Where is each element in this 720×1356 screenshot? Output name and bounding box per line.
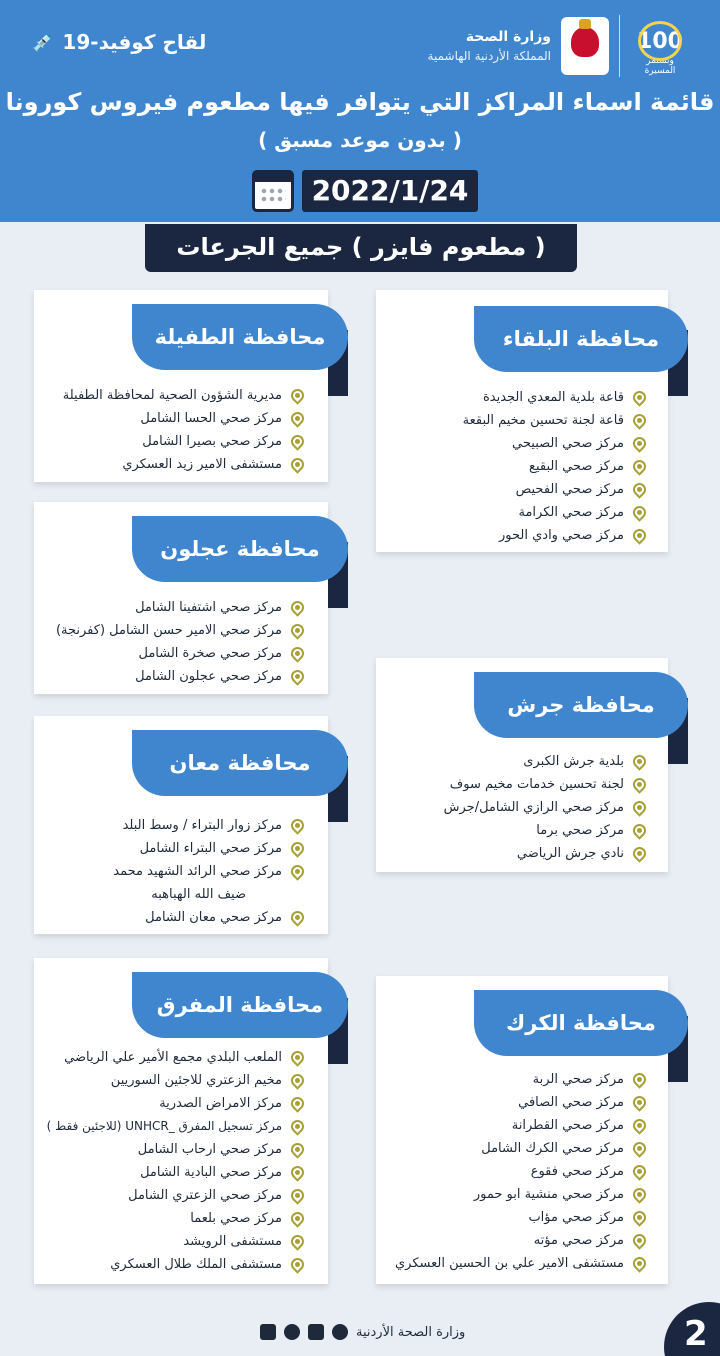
jordan-crest-icon (561, 17, 609, 75)
location-pin-icon (288, 1232, 306, 1250)
list-item: مركز صحي الزعتري الشامل (47, 1184, 304, 1207)
list-balqa (463, 386, 646, 547)
location-pin-icon (288, 432, 306, 450)
kingdom-name: المملكة الأردنية الهاشمية (427, 49, 551, 63)
list-item: قاعة لجنة تحسين مخيم البقعة (463, 409, 646, 432)
list-item: مستشفى الملك طلال العسكري (47, 1253, 304, 1276)
list-jerash (444, 750, 646, 865)
logo-group (428, 10, 690, 82)
location-pin-icon (288, 621, 306, 639)
vaccine-type-tag: ( مطعوم فايزر ) جميع الجرعات (145, 224, 577, 272)
location-pin-icon (630, 1116, 648, 1134)
location-pin-icon (288, 908, 306, 926)
list-item: الملعب البلدي مجمع الأمير علي الرياضي (47, 1046, 304, 1069)
location-pin-icon (288, 1048, 306, 1066)
location-pin-icon (630, 480, 648, 498)
list-item: مركز صحي البقيع (463, 455, 646, 478)
card-balqa (376, 290, 668, 552)
list-item: مركز زوار البتراء / وسط البلد (113, 814, 304, 837)
date-badge: 2022/1/24 (302, 170, 478, 212)
governorate-title-ajloun: محافظة عجلون (132, 516, 348, 582)
location-pin-icon (630, 798, 648, 816)
location-pin-icon (288, 644, 306, 662)
centennial-ring-icon (638, 21, 682, 61)
centennial-number: 100 (637, 29, 683, 54)
list-item: مركز صحي الربة (395, 1068, 646, 1091)
list-item: مستشفى الامير زيد العسكري (63, 453, 304, 476)
ministry-name-block (428, 29, 551, 63)
location-pin-icon (630, 1139, 648, 1157)
list-item: مركز صحي الصبيحي (463, 432, 646, 455)
ministry-name: وزارة الصحة (465, 29, 551, 45)
list-item: مركز صحي الكرك الشامل (395, 1137, 646, 1160)
list-item: مركز صحي مؤاب (395, 1206, 646, 1229)
list-item: مركز صحي بلعما (47, 1207, 304, 1230)
calendar-icon (252, 170, 294, 212)
globe-icon[interactable] (332, 1324, 348, 1340)
governorate-title-karak: محافظة الكرك (474, 990, 688, 1056)
list-item: قاعة بلدية المعدي الجديدة (463, 386, 646, 409)
centennial-logo (630, 15, 690, 77)
list-item: مركز صحي الحسا الشامل (63, 407, 304, 430)
location-pin-icon (288, 1186, 306, 1204)
list-item: لجنة تحسين خدمات مخيم سوف (444, 773, 646, 796)
list-tafileh (63, 384, 304, 476)
list-item: مركز صحي وادي الحور (463, 524, 646, 547)
location-pin-icon (288, 1094, 306, 1112)
location-pin-icon (630, 434, 648, 452)
location-pin-icon (288, 816, 306, 834)
twitter-icon[interactable] (284, 1324, 300, 1340)
list-item: مركز صحي منشية ابو حمور (395, 1183, 646, 1206)
list-item: مركز صحي القطرانة (395, 1114, 646, 1137)
governorate-title-balqa: محافظة البلقاء (474, 306, 688, 372)
page-title: قائمة اسماء المراكز التي يتوافر فيها مطعوم فيروس كورونا (5, 88, 715, 116)
location-pin-icon (630, 1231, 648, 1249)
covid-label-text: لقاح كوفيد-19 (62, 30, 207, 54)
card-mafraq (34, 958, 328, 1284)
list-item: مركز صحي البتراء الشامل (113, 837, 304, 860)
list-ajloun (56, 596, 304, 688)
vaccine-icon: 💉 (32, 31, 55, 53)
list-item: مركز الامراض الصدرية (47, 1092, 304, 1115)
list-item-continuation: ضيف الله الهباهبه (151, 887, 246, 902)
location-pin-icon (630, 1254, 648, 1272)
list-item: مخيم الزعتري للاجئين السوريين (47, 1069, 304, 1092)
list-item: مستشفى الرويشد (47, 1230, 304, 1253)
governorate-title-maan: محافظة معان (132, 730, 348, 796)
location-pin-icon (288, 1255, 306, 1273)
location-pin-icon (288, 409, 306, 427)
location-pin-icon (630, 1185, 648, 1203)
governorate-title-mafraq: محافظة المفرق (132, 972, 348, 1038)
list-item: مركز صحي مؤته (395, 1229, 646, 1252)
list-mafraq (47, 1046, 304, 1276)
location-pin-icon (288, 598, 306, 616)
location-pin-icon (288, 1163, 306, 1181)
list-item: مديرية الشؤون الصحية لمحافظة الطفيلة (63, 384, 304, 407)
card-ajloun (34, 502, 328, 694)
list-item: مركز صحي الرائد الشهيد محمد (113, 860, 304, 883)
covid-vaccine-label (32, 30, 206, 54)
location-pin-icon (288, 1140, 306, 1158)
location-pin-icon (630, 526, 648, 544)
centennial-caption: ونستمر المسيرة (644, 56, 676, 76)
card-tafileh (34, 290, 328, 482)
location-pin-icon (630, 821, 648, 839)
list-item: مركز صحي صخرة الشامل (56, 642, 304, 665)
location-pin-icon (288, 839, 306, 857)
location-pin-icon (288, 1117, 306, 1135)
location-pin-icon (630, 1093, 648, 1111)
card-karak (376, 976, 668, 1284)
location-pin-icon (630, 1208, 648, 1226)
list-item: مركز صحي الفحيص (463, 478, 646, 501)
list-item: مركز صحي الامير حسن الشامل (كفرنجة) (56, 619, 304, 642)
list-maan (113, 814, 304, 929)
location-pin-icon (630, 457, 648, 475)
location-pin-icon (288, 386, 306, 404)
location-pin-icon (630, 1070, 648, 1088)
list-karak (395, 1068, 646, 1275)
header-banner (0, 0, 720, 222)
list-item: مركز صحي اشتفينا الشامل (56, 596, 304, 619)
list-item: نادي جرش الرياضي (444, 842, 646, 865)
governorate-title-tafileh: محافظة الطفيلة (132, 304, 348, 370)
location-pin-icon (288, 862, 306, 880)
location-pin-icon (288, 1209, 306, 1227)
list-item: مركز صحي برما (444, 819, 646, 842)
list-item: مركز صحي الكرامة (463, 501, 646, 524)
governorate-title-jerash: محافظة جرش (474, 672, 688, 738)
location-pin-icon (288, 455, 306, 473)
location-pin-icon (630, 388, 648, 406)
page-number: 2 (664, 1302, 720, 1356)
list-item: مركز صحي معان الشامل (113, 906, 304, 929)
footer (260, 1320, 465, 1344)
page-subtitle: ( بدون موعد مسبق ) (258, 128, 462, 152)
location-pin-icon (288, 667, 306, 685)
card-maan (34, 716, 328, 934)
location-pin-icon (630, 1162, 648, 1180)
list-item: مستشفى الامير علي بن الحسين العسكري (395, 1252, 646, 1275)
location-pin-icon (288, 1071, 306, 1089)
facebook-icon[interactable] (260, 1324, 276, 1340)
list-item: مركز صحي بصيرا الشامل (63, 430, 304, 453)
list-item: مركز صحي الصافي (395, 1091, 646, 1114)
list-item: مركز صحي البادية الشامل (47, 1161, 304, 1184)
location-pin-icon (630, 411, 648, 429)
list-item: مركز صحي عجلون الشامل (56, 665, 304, 688)
location-pin-icon (630, 775, 648, 793)
footer-label: وزارة الصحة الأردنية (356, 1324, 466, 1340)
location-pin-icon (630, 752, 648, 770)
list-item: مركز صحي ارحاب الشامل (47, 1138, 304, 1161)
location-pin-icon (630, 844, 648, 862)
list-item: مركز صحي فقوع (395, 1160, 646, 1183)
list-item: مركز صحي الرازي الشامل/جرش (444, 796, 646, 819)
list-item: بلدية جرش الكبرى (444, 750, 646, 773)
card-jerash (376, 658, 668, 872)
logo-divider (619, 15, 620, 77)
list-item: مركز تسجيل المفرق _UNHCR (للاجئين فقط ) (47, 1115, 304, 1138)
location-pin-icon (630, 503, 648, 521)
instagram-icon[interactable] (308, 1324, 324, 1340)
